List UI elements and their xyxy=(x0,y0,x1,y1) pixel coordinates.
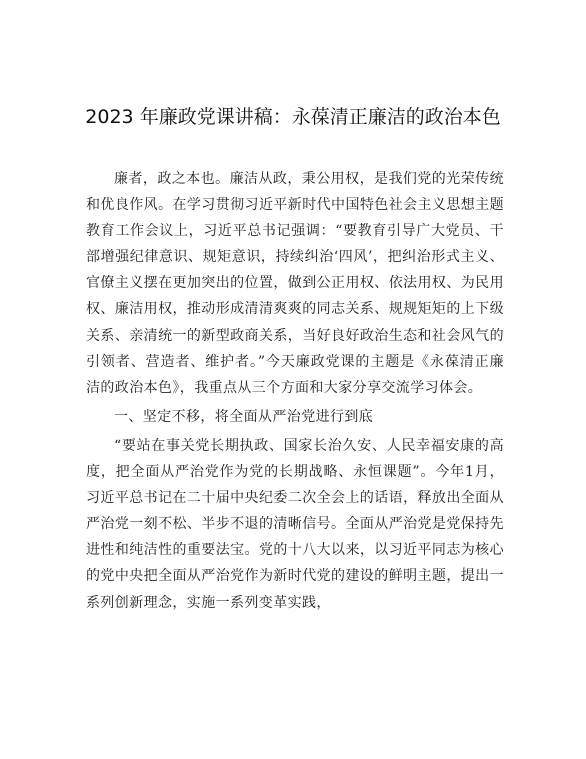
intro-paragraph: 廉者，政之本也。廉洁从政，秉公用权，是我们党的光荣传统和优良作风。在学习贯彻习近平新时代中国特色社会主义思想主题教育工作会议上，习近平总书记强调：“要教育引导广大党员、干部增强纪律意识、规矩意识，持续纠治‘四风’，把纠治形式主义、官僚主义摆在更加突出的位置，做到公正用权、依法用权、为民用权、廉洁用权，推动形成清清爽爽的同志关系、规规矩矩的上下级关系、亲清统一的新型政商关系，当好良好政治生态和社会风气的引领者、营造者、维护者。”今天廉政党课的主题是《永葆清正廉洁的政治本色》，我重点从三个方面和大家分享交流学习体会。 xyxy=(86,171,504,396)
section-1-paragraph: “要站在事关党长期执政、国家长治久安、人民幸福安康的高度，把全面从严治党作为党的长期战略、永恒课题”。今年1月，习近平总书记在二十届中央纪委二次全会上的话语，释放出全面从严治党一刻不松、半步不退的清晰信号。全面从严治党是党保持先进性和纯洁性的重要法宝。党的十八大以来，以习近平同志为核心的党中央把全面从严治党作为新时代党的建设的鲜明主题，提出一系列创新理念，实施一系列变革实践， xyxy=(86,437,504,611)
document-body xyxy=(86,166,504,616)
section-heading-1: 一、坚定不移，将全面从严治党进行到底 xyxy=(114,408,374,425)
document-title: 2023 年廉政党课讲稿：永葆清正廉洁的政治本色 xyxy=(85,106,501,128)
